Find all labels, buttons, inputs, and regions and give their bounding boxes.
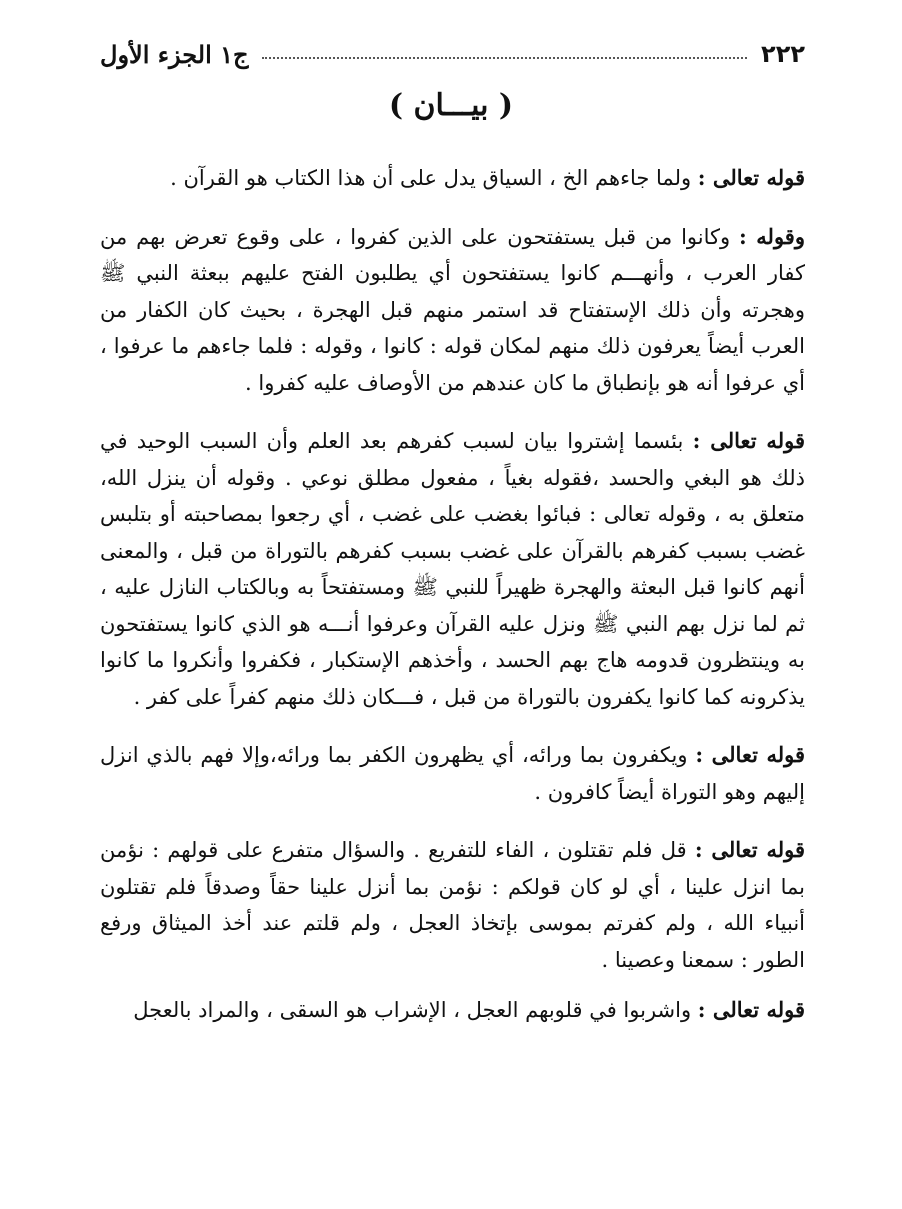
paragraph-lead: قوله تعالى : — [695, 742, 805, 767]
paragraph-text: واشربوا في قلوبهم العجل ، الإشراب هو السقى ، والمراد بالعجل — [133, 998, 692, 1022]
paragraph — [100, 737, 805, 810]
volume-label: ج١ الجزء الأول — [100, 39, 249, 69]
page-header — [100, 34, 805, 74]
page-number: ٢٢٢ — [761, 40, 805, 68]
paragraph-lead: وقوله : — [739, 223, 805, 249]
paragraph-lead: قوله تعالى : — [697, 165, 805, 190]
paragraph-text: وكانوا من قبل يستفتحون على الذين كفروا ، على وقوع تعرض بهم من كفار العرب ، وأنهـــم كانوا يستفتحون أي يطلبون الفتح عليهم ببعثة النبي ﷺ وهجرته وأن ذلك الإستفتاح قد استمر منهم قبل الهجرة ، بحيث كان الكفار من العرب أيضاً يعرفون ذلك منهم لمكان قوله : كانوا ، وقوله : فلما جاءهم ما عرفوا ، أي عرفوا أنه هو بإنطباق ما كان عندهم من الأوصاف عليه كفروا . — [100, 224, 805, 395]
paragraph — [100, 160, 805, 197]
paragraph-lead: قوله تعالى : — [697, 997, 805, 1022]
paragraph-lead: قوله تعالى : — [694, 837, 805, 862]
paragraph-text: بئسما إشتروا بيان لسبب كفرهم بعد العلم وأن السبب الوحيد في ذلك هو البغي والحسد ،فقوله بغياً ، مفعول مطلق نوعي . وقوله أن ينزل الله، متعلق به ، وقوله تعالى : فبائوا بغضب على غضب ، أي رجعوا بمصاحبته أو بتلبس غضب بسبب كفرهم بالقرآن على غضب بسبب كفرهم بالتوراة من قبل ، والمعنى أنهم كانوا قبل البعثة والهجرة ظهيراً للنبي ﷺ ومستفتحاً به وبالكتاب النازل عليه ، ثم لما نزل بهم النبي ﷺ ونزل عليه القرآن وعرفوا أنـــه هو الذي كانوا يستفتحون به وينتظرون قدومه هاج بهم الحسد ، وأخذهم الإستكبار ، فكفروا وأنكروا ما كانوا يذكرونه كما كانوا يكفرون بالتوراة من قبل ، فـــكان ذلك منهم كفراً على كفر . — [100, 429, 805, 709]
paragraph — [100, 219, 805, 402]
header-dotted-rule — [262, 57, 747, 59]
paragraph — [100, 423, 805, 715]
paragraph-lead: قوله تعالى : — [692, 428, 805, 453]
paragraph — [100, 832, 805, 978]
paragraph-text: ولما جاءهم الخ ، السياق يدل على أن هذا الكتاب هو القرآن . — [170, 166, 692, 190]
paragraph-text: ويكفرون بما ورائه، أي يظهرون الكفر بما ورائه،وإلا فهم بالذي انزل إليهم وهو التوراة أيضاً كافرون . — [100, 743, 805, 804]
paragraph-text: قل فلم تقتلون ، الفاء للتفريع . والسؤال متفرع على قولهم : نؤمن بما انزل علينا ، أي لو كان قولكم : نؤمن بما أنزل علينا حقاً وصدقاً فلم تقتلون أنبياء الله ، ولم كفرتم بموسى بإتخاذ العجل ، ولم قلتم عند أخذ الميثاق ورفع الطور : سمعنا وعصينا . — [100, 838, 805, 972]
section-title: ( بيـــان ) — [388, 88, 514, 123]
body-text — [100, 160, 805, 1051]
paragraph — [100, 992, 805, 1029]
